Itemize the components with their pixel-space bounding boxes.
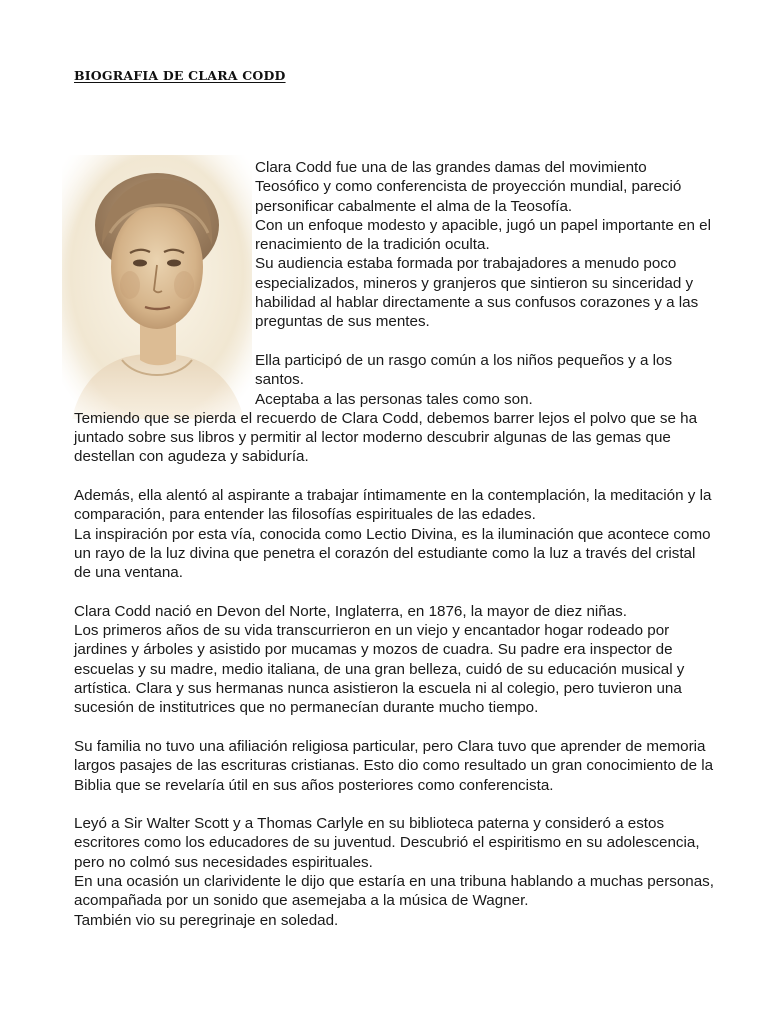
sentence: Clara Codd nació en Devon del Norte, Inglaterra, en 1876, la mayor de diez niñas. [74, 602, 627, 620]
sentence: Los primeros años de su vida transcurrieron en un viejo y encantador hogar rodeado por jardines y árboles y asistido por mucamas y mozos de cuadra. Su padre era inspector de escuelas y su madre, medio italiana, de una gran belleza, cuidó de su educación musical y artística. Clara y sus hermanas nunca asistieron la escuela ni al colegio, pero tuvieron una sucesión de institutrices que no permanecían durante mucho tiempo. [74, 622, 685, 717]
sentence: Clara Codd fue una de las grandes damas del movimiento Teosófico y como conferencista de proyección mundial, pareció personificar cabalmente el alma de la Teosofía. [255, 159, 682, 215]
paragraph-5 [74, 737, 714, 795]
sentence: Temiendo que se pierda el recuerdo de Clara Codd, debemos barrer lejos el polvo que se ha juntado sobre sus libros y permitir al lector moderno descubrir algunas de las gemas que destellan con agudeza y sabiduría. [74, 409, 698, 466]
sentence: En una ocasión un clarividente le dijo que estaría en una tribuna hablando a muchas personas, acompañada por un sonido que asemejaba a la música de Wagner. [74, 872, 714, 910]
paragraph-3 [74, 486, 714, 582]
portrait-spacer [74, 158, 255, 405]
sentence: Leyó a Sir Walter Scott y a Thomas Carlyle en su biblioteca paterna y consideró a estos escritores como los educadores de su juventud. Descubrió el espiritismo en su adolescencia, pero no colmó sus necesidades espirituales. [74, 815, 700, 871]
sentence: Su familia no tuvo una afiliación religiosa particular, pero Clara tuvo que aprender de memoria largos pasajes de las escrituras cristianas. Esto dio como resultado un gran conocimiento de la Biblia que se revelaría útil en sus años posteriores como conferencista. [74, 737, 714, 794]
sentence: Con un enfoque modesto y apacible, jugó un papel importante en el renacimiento de la tradición oculta. [255, 216, 711, 254]
document-title: BIOGRAFIA DE CLARA CODD [74, 68, 286, 83]
paragraph-6 [74, 814, 714, 930]
sentence: Además, ella alentó al aspirante a trabajar íntimamente en la contemplación, la meditación y la comparación, para entender las filosofías espirituales de las edades. [74, 487, 712, 524]
sentence: También vio su peregrinaje en soledad. [74, 911, 339, 929]
biography-body [74, 158, 714, 930]
sentence: Aceptaba a las personas tales como son. [255, 390, 533, 408]
sentence: Su audiencia estaba formada por trabajadores a menudo poco especializados, mineros y granjeros que sintieron su sinceridad y habilidad al hablar directamente a sus confusos corazones y a las preguntas de sus mentes. [255, 255, 699, 331]
paragraph-4 [74, 602, 714, 718]
sentence: La inspiración por esta vía, conocida como Lectio Divina, es la iluminación que acontece como un rayo de la luz divina que penetra el corazón del estudiante como la luz a través del cristal de una ventana. [74, 525, 711, 582]
sentence: Ella participó de un rasgo común a los niños pequeños y a los santos. [255, 351, 673, 389]
